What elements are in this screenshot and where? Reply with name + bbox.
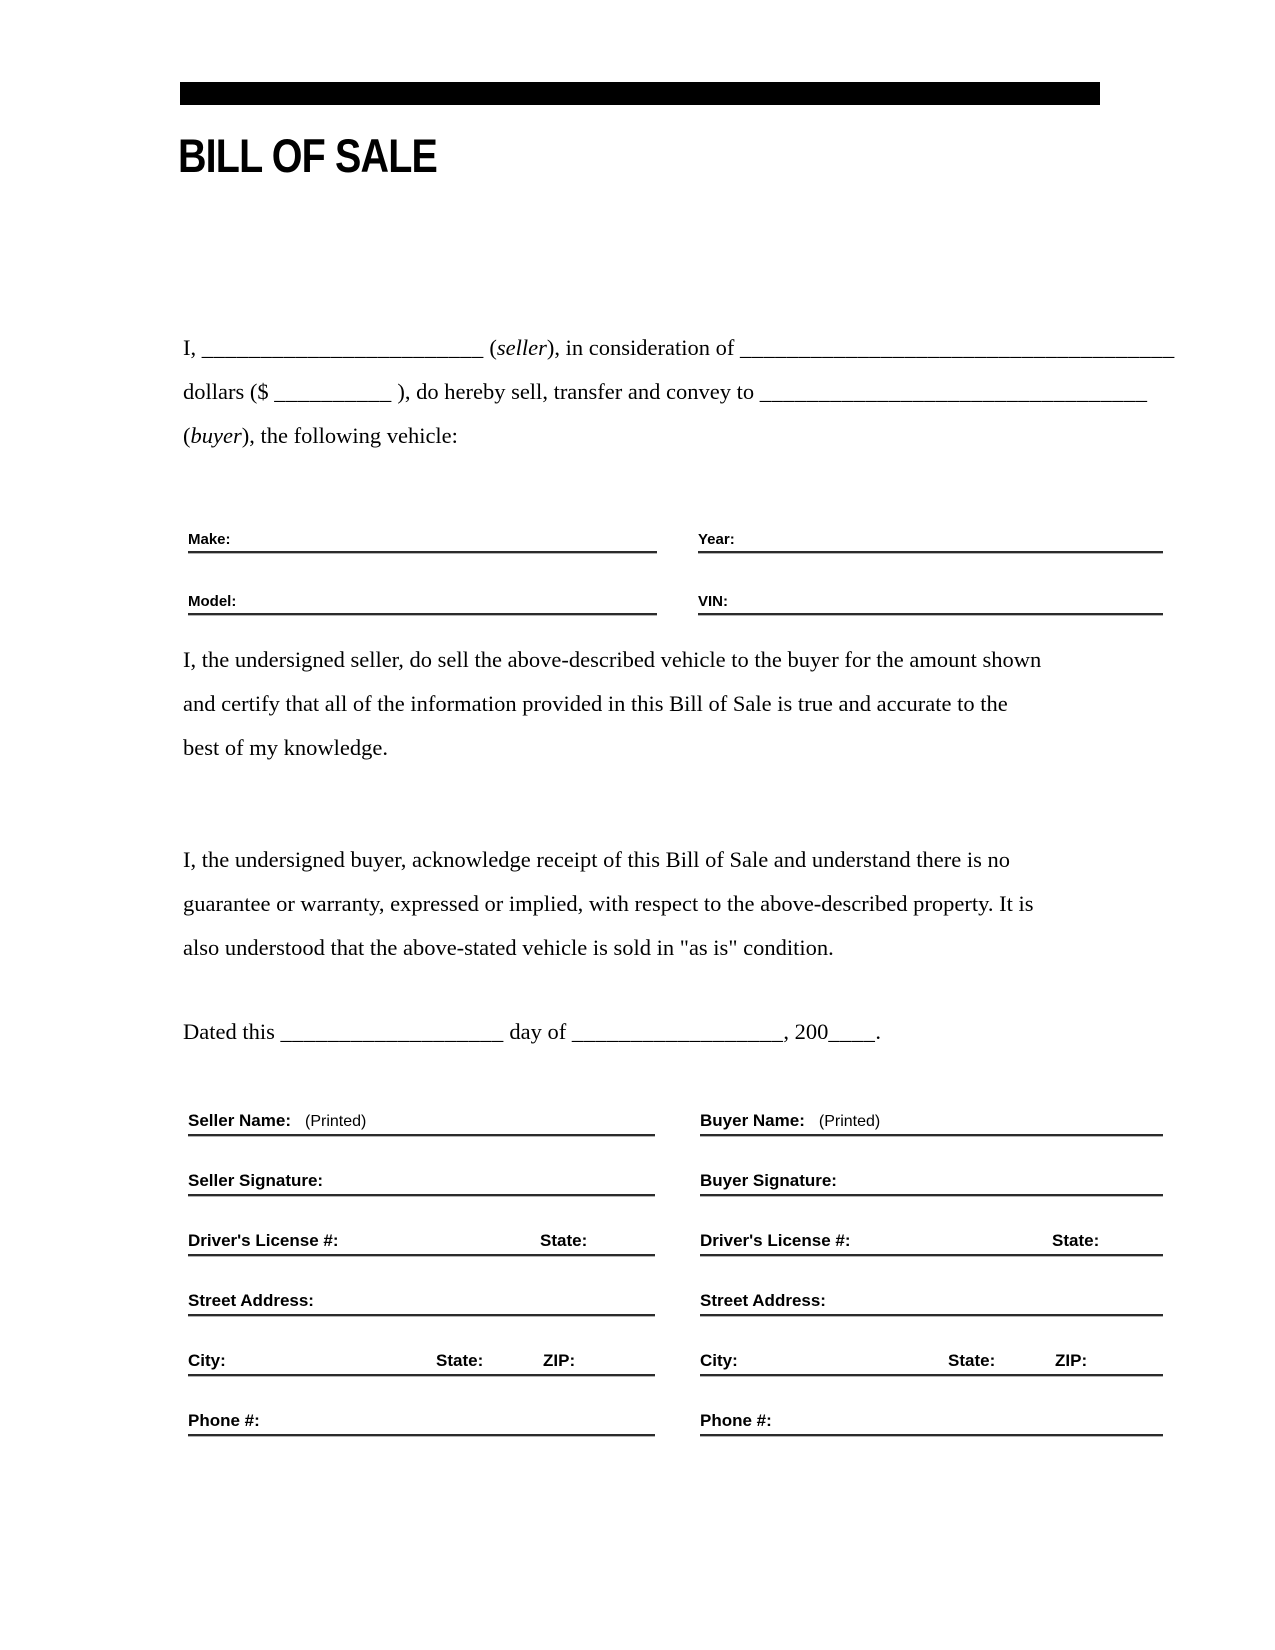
seller-name-field[interactable] <box>188 1105 655 1136</box>
intro-line-3 <box>183 414 1175 458</box>
seller-signature-label: Seller Signature: <box>188 1171 324 1190</box>
intro-paragraph <box>183 326 1175 458</box>
intro-text: ( <box>483 335 497 360</box>
intro-line-2 <box>183 370 1175 414</box>
seller-name-label: Seller Name: <box>188 1111 291 1130</box>
dated-text: . <box>875 1019 881 1044</box>
buyer-city-state-label: State: <box>948 1351 996 1370</box>
buyer-signature-column <box>700 1105 1163 1465</box>
dated-line <box>183 1010 881 1054</box>
dollar-amount-blank[interactable]: __________ <box>274 379 392 404</box>
seller-clause-paragraph <box>183 638 1041 770</box>
buyer-phone-field[interactable] <box>700 1405 1163 1436</box>
seller-zip-label: ZIP: <box>543 1351 576 1370</box>
buyer-dl-label: Driver's License #: <box>700 1231 851 1250</box>
title-underline-bar <box>180 82 1100 105</box>
intro-text: dollars ($ <box>183 379 275 404</box>
buyer-clause-line-3: also understood that the above-stated vehicle is sold in "as is" condition. <box>183 935 834 960</box>
seller-drivers-license-field[interactable] <box>188 1225 655 1256</box>
seller-street-label: Street Address: <box>188 1291 314 1310</box>
intro-text: I, <box>183 335 202 360</box>
vehicle-fields-left-column <box>188 524 657 648</box>
buyer-clause-line-1: I, the undersigned buyer, acknowledge receipt of this Bill of Sale and understand there is no <box>183 847 1010 872</box>
buyer-phone-label: Phone #: <box>700 1411 772 1430</box>
buyer-clause-line-2: guarantee or warranty, expressed or implied, with respect to the above-described property. It is <box>183 891 1034 916</box>
buyer-name-label: Buyer Name: <box>700 1111 805 1130</box>
seller-signature-field[interactable] <box>188 1165 655 1196</box>
seller-dl-label: Driver's License #: <box>188 1231 339 1250</box>
seller-dl-state-label: State: <box>540 1231 588 1250</box>
intro-line-1 <box>183 326 1175 370</box>
seller-clause-line-3: best of my knowledge. <box>183 735 388 760</box>
buyer-street-address-field[interactable] <box>700 1285 1163 1316</box>
consideration-blank[interactable]: _____________________________________ <box>739 335 1175 360</box>
seller-name-blank[interactable]: ________________________ <box>201 335 484 360</box>
make-field[interactable] <box>188 524 657 553</box>
seller-word-italic: seller <box>496 335 547 360</box>
buyer-signature-field[interactable] <box>700 1165 1163 1196</box>
buyer-printed-note: (Printed) <box>818 1113 881 1130</box>
seller-city-label: City: <box>188 1351 226 1370</box>
year-label: Year: <box>698 531 735 548</box>
buyer-name-blank[interactable]: _________________________________ <box>759 379 1148 404</box>
buyer-street-label: Street Address: <box>700 1291 826 1310</box>
seller-clause-line-1: I, the undersigned seller, do sell the above-described vehicle to the buyer for the amount shown <box>183 647 1042 672</box>
dated-text: , 200 <box>783 1019 829 1044</box>
model-field[interactable] <box>188 586 657 615</box>
buyer-dl-state-label: State: <box>1052 1231 1100 1250</box>
dated-text: Dated this <box>183 1019 281 1044</box>
intro-text: ), the following vehicle: <box>241 423 458 448</box>
model-label: Model: <box>188 593 237 610</box>
intro-text: ( <box>183 423 191 448</box>
buyer-signature-label: Buyer Signature: <box>700 1171 837 1190</box>
buyer-word-italic: buyer <box>190 423 242 448</box>
seller-phone-label: Phone #: <box>188 1411 260 1430</box>
dated-text: day of <box>503 1019 572 1044</box>
seller-signature-column <box>188 1105 655 1465</box>
seller-city-state-label: State: <box>436 1351 484 1370</box>
year-field[interactable] <box>698 524 1163 553</box>
intro-text: ), do hereby sell, transfer and convey to <box>391 379 760 404</box>
dated-year-blank[interactable]: ____ <box>828 1019 876 1044</box>
buyer-clause-paragraph <box>183 838 1034 970</box>
seller-street-address-field[interactable] <box>188 1285 655 1316</box>
vehicle-fields-right-column <box>698 524 1163 648</box>
seller-phone-field[interactable] <box>188 1405 655 1436</box>
intro-text: ), in consideration of <box>546 335 740 360</box>
buyer-drivers-license-field[interactable] <box>700 1225 1163 1256</box>
buyer-name-field[interactable] <box>700 1105 1163 1136</box>
seller-clause-line-2: and certify that all of the information provided in this Bill of Sale is true and accurate to the <box>183 691 1008 716</box>
buyer-city-state-zip-field[interactable] <box>700 1345 1163 1376</box>
make-label: Make: <box>188 531 231 548</box>
buyer-zip-label: ZIP: <box>1055 1351 1088 1370</box>
dated-month-blank[interactable]: __________________ <box>571 1019 784 1044</box>
dated-day-blank[interactable]: ___________________ <box>280 1019 504 1044</box>
buyer-city-label: City: <box>700 1351 738 1370</box>
vin-field[interactable] <box>698 586 1163 615</box>
seller-city-state-zip-field[interactable] <box>188 1345 655 1376</box>
vin-label: VIN: <box>698 593 728 610</box>
page-title: BILL OF SALE <box>178 129 437 183</box>
seller-printed-note: (Printed) <box>305 1113 367 1130</box>
